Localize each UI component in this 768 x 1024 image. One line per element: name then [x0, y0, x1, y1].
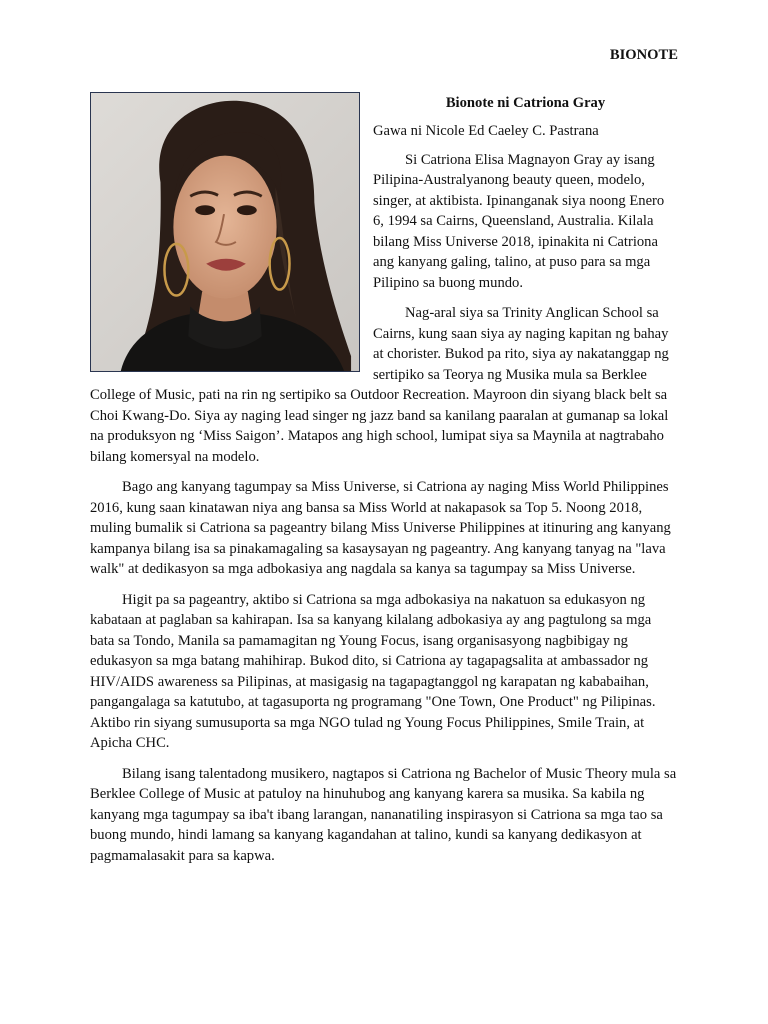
portrait-illustration [91, 93, 359, 371]
document-title: Bionote ni Catriona Gray [445, 95, 606, 111]
paragraph-1: Si Catriona Elisa Magnayon Gray ay isang Pilipina-Australyanong beauty queen, modelo, singer, at aktibista. Ipinanganak siya noong Enero 6, 1994 sa Cairns, Queensland, Australia. Kilala bilang Miss Universe 2018, ipinakita ni Catriona ang kanyang galing, talino, at puso para sa mga Pilipino sa buong mundo. [373, 151, 665, 291]
paragraph-2: Nag-aral siya sa Trinity Anglican School sa Cairns, kung saan siya ay naging kapitan ng bahay at chorister. Bukod pa rito, siya ay nakatanggap ng sertipiko sa Teorya ng Musika mula sa Berklee College of Music, pati na rin ng sertipiko sa Outdoor Recreation. Mayroon din siyang black belt sa Choi Kwang-Do. Siya ay naging lead singer ng jazz band sa kanilang paaralan at gumanap sa lokal na produksyon ng ‘Miss Saigon’. Matapos ang high school, lumipat siya sa Maynila at nagtrabaho bilang komersyal na modelo. [90, 305, 669, 465]
portrait-photo-icon [90, 92, 360, 372]
paragraph-5: Bilang isang talentadong musikero, nagtapos si Catriona ng Bachelor of Music Theory mula sa Berklee College of Music at patuloy na hinuhubog ang kanyang karera sa musika. Sa kabila ng kanyang mga tagumpay sa iba't ibang larangan, nananatiling inspirasyon si Catriona sa mga tao sa buong mundo, hindi lamang sa kanyang kagandahan at talino, kundi sa kanyang dedikasyon at pagmamalasakit para sa kapwa. [90, 765, 677, 864]
author-line: Gawa ni Nicole Ed Caeley C. Pastrana [373, 123, 599, 139]
document-body [90, 92, 678, 876]
document-header: BIONOTE [609, 47, 678, 63]
paragraph-3: Bago ang kanyang tagumpay sa Miss Universe, si Catriona ay naging Miss World Philippines 2016, kung saan kinatawan niya ang bansa sa Miss World at nakapasok sa Top 5. Noong 2018, muling bumalik si Catriona sa pageantry bilang Miss Universe Philippines at itinuring ang kanyang kampanya bilang isa sa pinakamagaling sa kasaysayan ng pageantry. Ang kanyang tanyag na "lava walk" at dedikasyon sa mga adbokasiya ang nagdala sa kanya sa tagumpay sa Miss Universe. [90, 479, 671, 577]
paragraph-4: Higit pa sa pageantry, aktibo si Catriona sa mga adbokasiya na nakatuon sa edukasyon ng kabataan at paglaban sa kahirapan. Isa sa kanyang kilalang adbokasiya ay ang pagtulong sa mga bata sa Tondo, Manila sa pamamagitan ng Young Focus, isang organisasyong nagbibigay ng edukasyon sa mga batang mahihirap. Bukod dito, si Catriona ay tagapagsalita at ambassador ng HIV/AIDS awareness sa Pilipinas, at masigasig na tagapagtanggol ng karapatan ng kababaihan, pangangalaga sa katutubo, at tagasuporta ng programang "One Town, One Product" ng Pilipinas. Aktibo rin siyang sumusuporta sa mga NGO tulad ng Young Focus Philippines, Smile Train, at Apicha CHC. [90, 591, 656, 751]
